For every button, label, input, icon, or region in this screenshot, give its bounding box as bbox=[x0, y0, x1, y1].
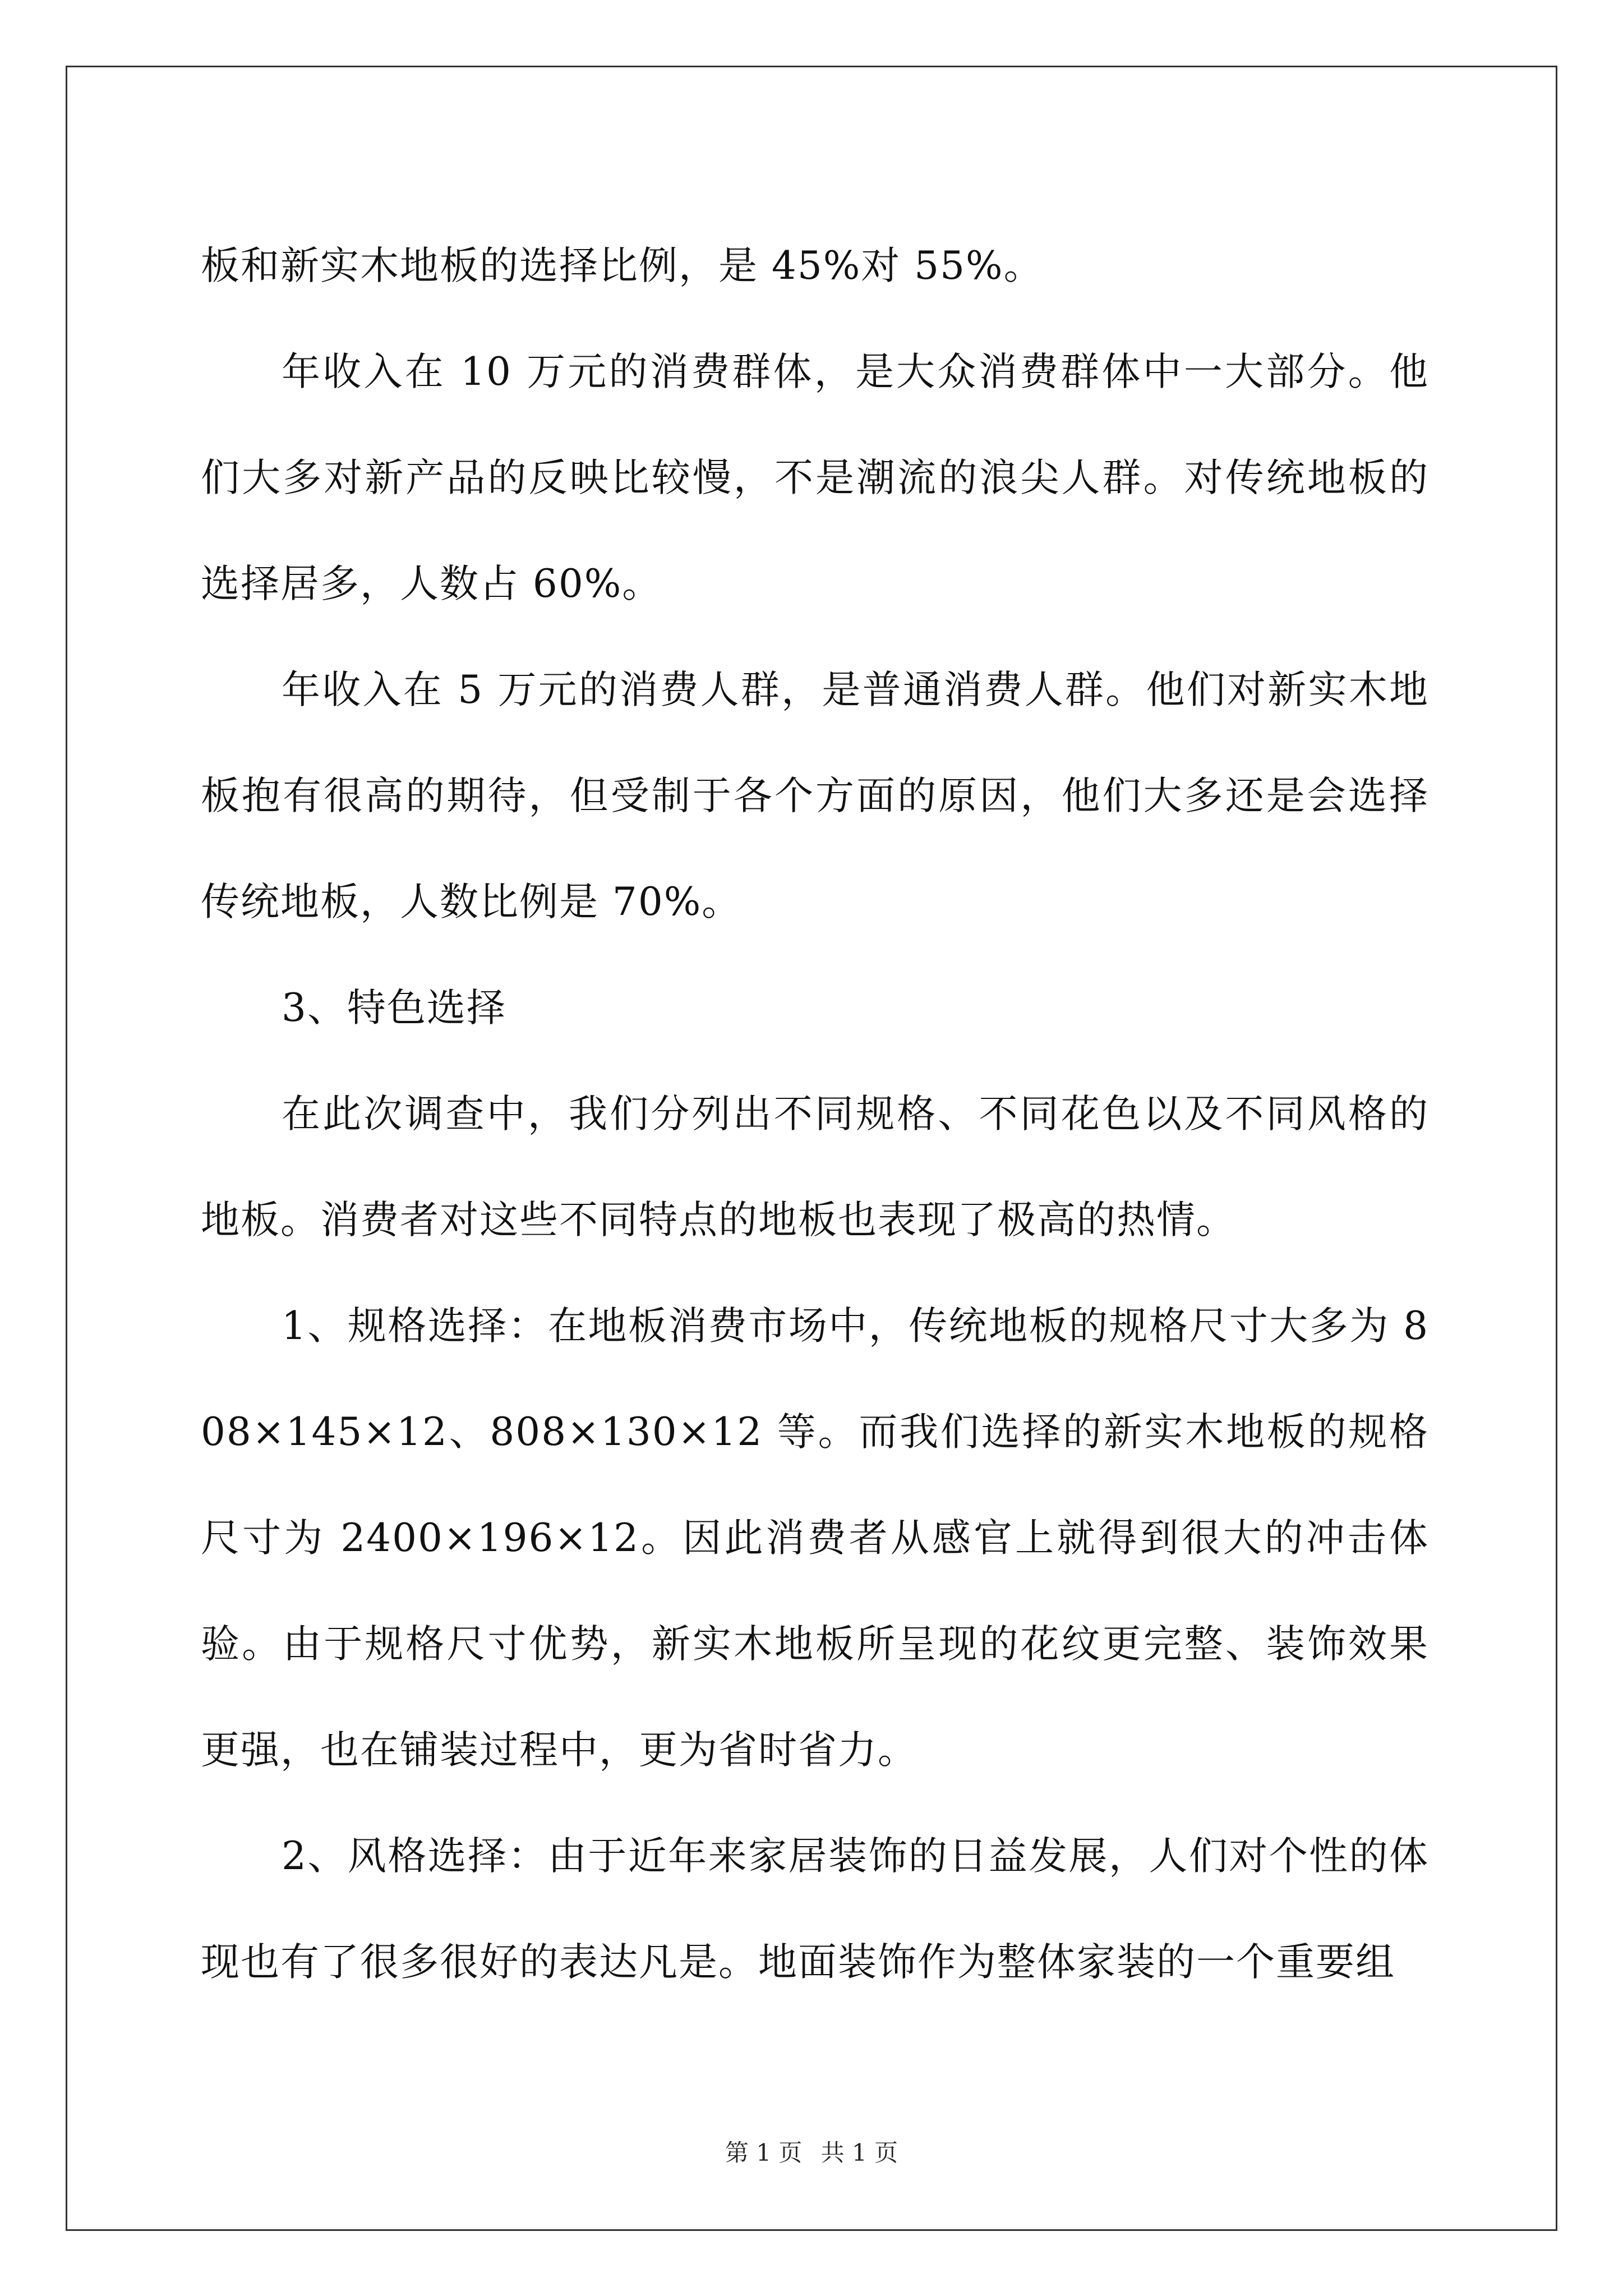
paragraph-3: 年收入在 5 万元的消费人群，是普通消费人群。他们对新实木地板抱有很高的期待，但受制于各个方面的原因，他们大多还是会选择传统地板，人数比例是 70%。 bbox=[201, 668, 1429, 924]
page-footer bbox=[0, 2136, 1623, 2170]
page-total: 共 1 页 bbox=[820, 2139, 898, 2166]
paragraph-6: 1、规格选择：在地板消费市场中，传统地板的规格尺寸大多为 808×145×12、808×130×12 等。而我们选择的新实木地板的规格尺寸为 2400×196×12。因此消费者从感官上就得到很大的冲击体验。由于规格尺寸优势，新实木地板所呈现的花纹更完整、装饰效果更强，也在铺装过程中，更为省时省力。 bbox=[201, 1304, 1429, 1773]
paragraph-2: 年收入在 10 万元的消费群体，是大众消费群体中一大部分。他们大多对新产品的反映比较慢，不是潮流的浪尖人群。对传统地板的选择居多，人数占 60%。 bbox=[201, 349, 1429, 606]
paragraph-7: 2、风格选择：由于近年来家居装饰的日益发展，人们对个性的体现也有了很多很好的表达凡是。地面装饰作为整体家装的一个重要组 bbox=[201, 1834, 1429, 1985]
paragraph-5: 在此次调查中，我们分列出不同规格、不同花色以及不同风格的地板。消费者对这些不同特点的地板也表现了极高的热情。 bbox=[201, 1092, 1429, 1243]
section-heading: 3、特色选择 bbox=[282, 986, 506, 1030]
document-body bbox=[201, 213, 1429, 2016]
paragraph-1: 板和新实木地板的选择比例，是 45%对 55%。 bbox=[201, 243, 1044, 288]
page-number: 第 1 页 bbox=[725, 2139, 803, 2166]
